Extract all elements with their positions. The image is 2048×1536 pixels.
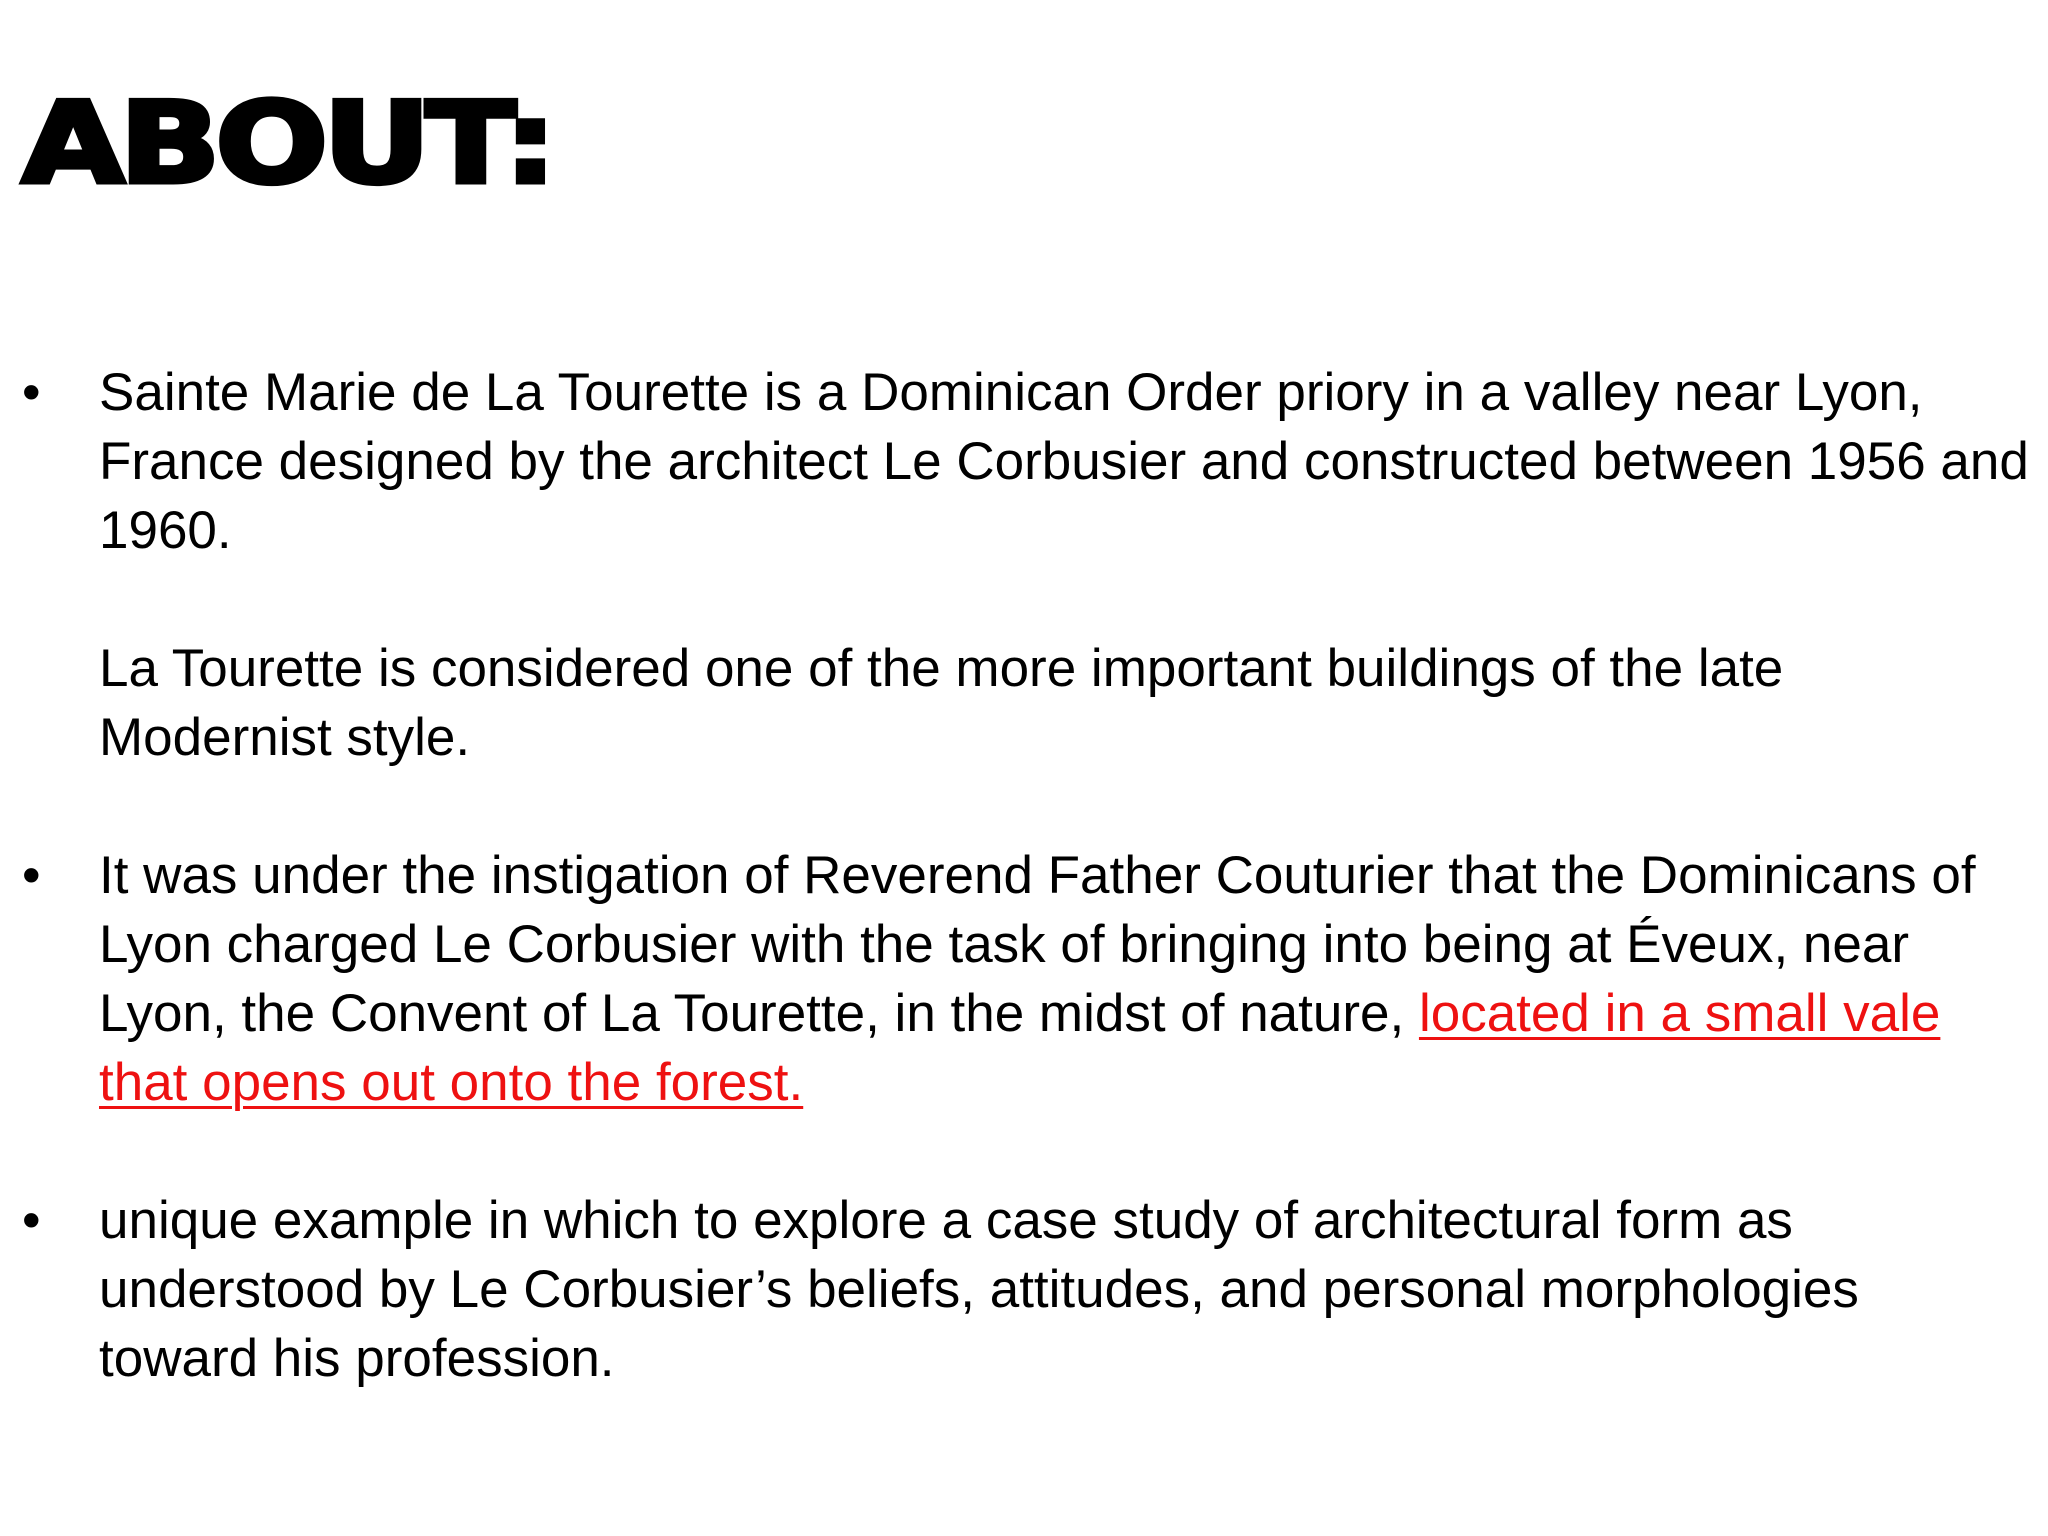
slide-title: ABOUT: (22, 79, 553, 209)
bullet-2-text: It was under the instigation of Reverend Father Couturier that the Dominicans of Lyon charged Le Corbusier with the task of bringing into being at Éveux, near Lyon, the Convent of La Tourette, in the midst of nature, (99, 846, 1976, 1043)
bullet-spacer (0, 1117, 2030, 1186)
bullet-2-paragraph (99, 841, 2030, 1117)
bullet-dot: • (22, 1191, 41, 1250)
bullet-dot: • (22, 846, 41, 905)
bullet-1-paragraph-1: Sainte Marie de La Tourette is a Dominican Order priory in a valley near Lyon, France designed by the architect Le Corbusier and constructed between 1956 and 1960. (99, 363, 2029, 560)
paragraph-spacer (99, 565, 2030, 634)
bullet-dot: • (22, 363, 41, 422)
bullet-1-paragraph-2: La Tourette is considered one of the more important buildings of the late Modernist style. (99, 639, 1784, 767)
bullet-item-1 (0, 358, 2030, 772)
bullet-spacer (0, 772, 2030, 841)
highlighted-phrase: located in a small vale that opens out onto the forest. (99, 984, 1941, 1112)
bullet-list (0, 358, 2030, 1393)
bullet-item-2 (0, 841, 2030, 1117)
bullet-3-paragraph: unique example in which to explore a case study of architectural form as understood by Le Corbusier’s beliefs, attitudes, and personal morphologies toward his profession. (99, 1191, 1859, 1388)
bullet-item-3 (0, 1186, 2030, 1393)
